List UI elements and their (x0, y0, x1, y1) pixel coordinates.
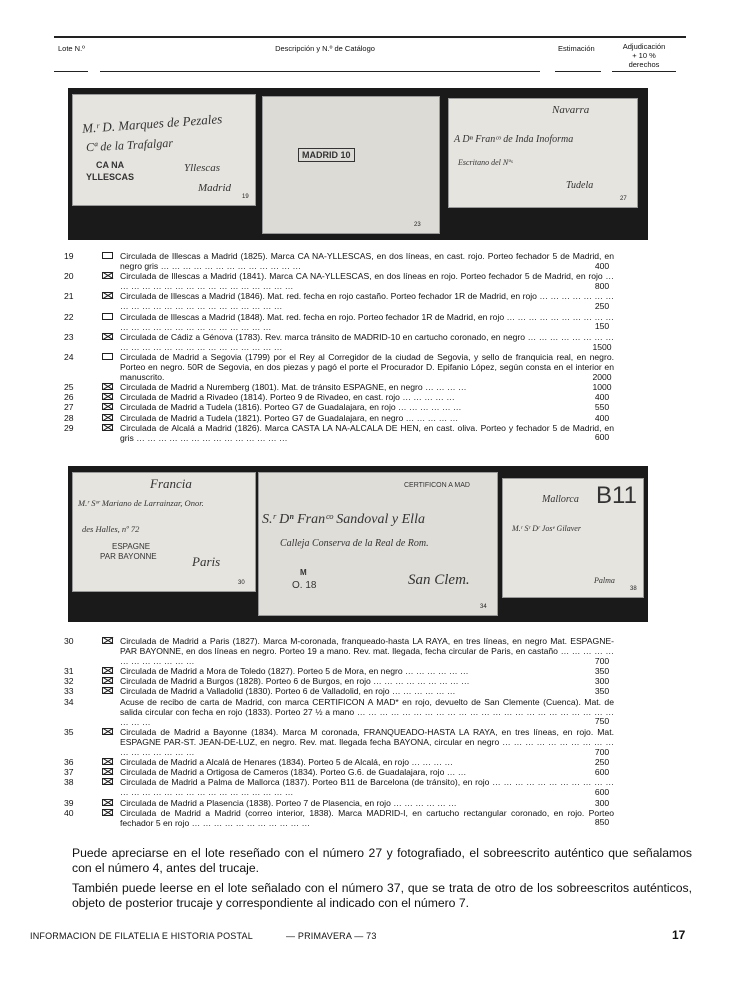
lot-description: Circulada de Madrid a Mora de Toledo (1827). Porteo 5 de Mora, en negro … … … … … … (120, 666, 469, 677)
col-head-description: Descripción y N.º de Catálogo (275, 44, 375, 53)
lot-number: 39 (64, 797, 74, 808)
envelope-19-stamp-line1: CA NA (96, 160, 125, 170)
lot-row (54, 686, 614, 696)
lot-estimate: 800 (594, 281, 610, 292)
lot-estimate: 700 (594, 655, 610, 666)
crossed-checkbox-icon (102, 403, 113, 410)
lot-description: Circulada de Madrid a Nuremberg (1801). Mat. de tránsito ESPAGNE, en negro … … … … (120, 382, 467, 393)
envelope-19-address-4: Madrid (198, 182, 231, 194)
lot-number: 22 (64, 311, 74, 322)
crossed-checkbox-icon (102, 778, 113, 785)
col-head-award: Adjudicación + 10 % derechos (622, 42, 666, 69)
envelope-34 (258, 472, 498, 616)
lot-row (54, 291, 614, 311)
lot-estimate: 250 (594, 301, 610, 312)
envelope-30-address-1: M.ʳ Sᵒʳ Mariano de Larrainzar, Onor. (78, 498, 204, 508)
lot-estimate: 400 (594, 412, 610, 423)
envelope-23 (262, 96, 440, 234)
lot-row (54, 808, 614, 828)
envelope-27-region: Navarra (552, 104, 590, 116)
lot-row (54, 312, 614, 332)
lot-list-1 (54, 251, 614, 443)
crossed-checkbox-icon (102, 758, 113, 765)
lot-description: Circulada de Madrid a Segovia (1799) por el Rey al Corregidor de la ciudad de Segovia, y sello de franquicia real, en negro. Porteo en negro. 50R de Segovia, en dos piezas y pagó el porte el Procurador D. Epifanio López, según consta en el interior en manuscrito. (120, 351, 614, 383)
lot-number: 36 (64, 757, 74, 768)
envelope-19-address-3: Yllescas (184, 162, 221, 174)
lot-number: 23 (64, 331, 74, 342)
col-rule-estimate (555, 71, 601, 72)
lot-description: Circulada de Madrid a Tudela (1821). Porteo G7 de Guadalajara, en negro … … … … … (120, 412, 459, 423)
lot-description: Circulada de Madrid a Plasencia (1838). Porteo 7 de Plasencia, en rojo … … … … … … (120, 797, 457, 808)
envelope-34-stamp-certificon: CERTIFICON A MAD (404, 482, 470, 489)
lot-estimate: 400 (594, 392, 610, 403)
lot-description: Circulada de Illescas a Madrid (1848). Mat. red. fecha en rojo. Porteo fechador 1R de Madrid, en rojo … … … … … … … … … … … … … … … … … … … … … … … … (120, 311, 614, 332)
crossed-checkbox-icon (102, 333, 113, 340)
envelope-27-address-1: A Dⁿ Franᶜᵒ de Inda Inoforma (454, 134, 574, 145)
lot-number: 30 (64, 636, 74, 646)
lot-estimate: 600 (594, 767, 610, 778)
lot-row (54, 423, 614, 443)
lot-row (54, 798, 614, 808)
crossed-checkbox-icon (102, 667, 113, 674)
lot-row (54, 332, 614, 352)
lot-row (54, 382, 614, 392)
envelope-38-address-1: M.ʳ Sʳ Dʳ Josᵉ Gilaver (512, 524, 581, 533)
envelope-23-stamp: MADRID 10 (298, 148, 355, 162)
envelope-34-number: 34 (480, 604, 487, 610)
lot-number: 33 (64, 686, 74, 697)
lot-estimate: 550 (594, 402, 610, 413)
envelope-19-number: 19 (242, 194, 249, 200)
lot-number: 37 (64, 767, 74, 778)
lot-estimate: 300 (594, 797, 610, 808)
lot-estimate: 350 (594, 686, 610, 697)
lot-number: 35 (64, 726, 74, 737)
lot-row (54, 697, 614, 727)
lot-estimate: 750 (594, 716, 610, 727)
lot-list-2 (54, 636, 614, 828)
envelope-38-region: Mallorca (542, 494, 579, 505)
lot-row (54, 636, 614, 666)
lot-description: Circulada de Madrid a Palma de Mallorca (1837). Porteo B11 de Barcelona (de tránsito), en rojo … … … … … … … … … … … … … … … … … … … … … … … … … … … (120, 777, 614, 798)
lot-estimate: 1000 (592, 382, 612, 393)
lot-description: Circulada de Illescas a Madrid (1846). Mat. red. fecha en rojo castaño. Porteo fechador 1R de Madrid, en rojo … … … … … … … … … … … … … … … … … … … … … … (120, 291, 614, 312)
lot-description: Circulada de Madrid a Valladolid (1830). Porteo 6 de Valladolid, en rojo … … … … … … (120, 686, 456, 697)
envelope-19-address-1: M.ʳ D. Marques de Pezales (81, 111, 223, 136)
col-head-estimate: Estimación (558, 44, 595, 53)
col-rule-award (612, 71, 676, 72)
envelope-27-address-2: Escritano del Nºˢ (458, 158, 513, 167)
lot-row (54, 757, 614, 767)
lot-row (54, 727, 614, 757)
envelope-34-address-2: Calleja Conserva de la Real de Rom. (280, 538, 429, 549)
lot-estimate: 600 (594, 787, 610, 798)
lot-description: Circulada de Madrid a Paris (1827). Marca M-coronada, franqueado-hasta LA RAYA, en tres líneas, en negro Mat. ESPAGNE-PAR BAYONNE, en dos líneas en negro. Porteo 19 a mano. Rev. mat. llegada, fecha circular de Paris, en castaño … … … … … … … … … … … … (120, 636, 614, 667)
lot-description: Circulada de Madrid a Bayonne (1834). Marca M coronada, FRANQUEADO-HASTA LA RAYA, en tres líneas, en rojo. Mat. ESPAGNE PAR-ST. JEAN-DE-LUZ, en negro. Rev. mat. llegada fecha BAYONA, circular en negro … … … … … … … … … … … … … … … … … (120, 726, 614, 758)
envelope-38-stamp: B11 (596, 482, 637, 509)
lot-row (54, 413, 614, 423)
envelope-30-country: Francia (150, 476, 192, 491)
footer-publication: INFORMACION DE FILATELIA E HISTORIA POSTAL (30, 931, 253, 941)
envelope-23-number: 23 (414, 222, 421, 228)
lot-number: 24 (64, 351, 74, 362)
col-rule-description (100, 71, 540, 72)
lot-description: Acuse de recibo de carta de Madrid, con marca CERTIFICON A MAD* en rojo, devuelto de San Clemente (Cuenca). Mat. de salida circular con fecha en rojo (1833). Porteo 27 ½ a mano … … … … … … … … … … … … … … … … … … … … … … … … … … (120, 696, 614, 727)
lot-estimate: 600 (594, 432, 610, 443)
lot-row (54, 777, 614, 797)
envelope-30-stamp-line1: ESPAGNE (112, 542, 151, 551)
lot-description: Circulada de Madrid a Rivadeo (1814). Porteo 9 de Rivadeo, en cast. rojo … … … … … (120, 392, 455, 403)
empty-checkbox-icon (102, 353, 113, 360)
envelope-19-stamp-line2: YLLESCAS (86, 172, 135, 182)
lot-estimate: 150 (594, 321, 610, 332)
top-rule (54, 36, 686, 38)
lot-estimate: 350 (594, 666, 610, 677)
body-paragraph-2: También puede leerse en el lote señalado con el número 37, que se trata de otro de los sobreescritos auténticos, objeto de posterior trucaje y correspondiente al indicado con el número 7. (72, 881, 692, 910)
lot-description: Circulada de Madrid a Tudela (1816). Porteo G7 de Guadalajara, en rojo … … … … … … (120, 402, 462, 413)
envelope-34-address-3: San Clem. (408, 572, 470, 588)
lot-description: Circulada de Illescas a Madrid (1841). Marca CA NA-YLLESCAS, en dos líneas en rojo. Porteo fechador 5 de Madrid, en rojo … … … … … … … … … … … … … … … … … (120, 271, 614, 292)
lot-row (54, 352, 614, 382)
lot-estimate: 700 (594, 746, 610, 757)
lot-row (54, 271, 614, 291)
envelope-38-address-2: Palma (594, 576, 615, 585)
lot-description: Circulada de Madrid a Alcalá de Henares (1834). Porteo 5 de Alcalá, en rojo … … … … (120, 757, 453, 768)
envelope-30-address-2: des Halles, nº 72 (82, 524, 140, 534)
lot-number: 26 (64, 392, 74, 403)
lot-estimate: 300 (594, 676, 610, 687)
crossed-checkbox-icon (102, 677, 113, 684)
lot-row (54, 402, 614, 412)
lot-description: Circulada de Illescas a Madrid (1825). Marca CA NA-YLLESCAS, en dos líneas, en cast. rojo. Porteo fechador 5 de Madrid, en negro gris … … … … … … … … … … … … … (120, 251, 614, 272)
lot-estimate: 250 (594, 757, 610, 768)
lot-number: 32 (64, 676, 74, 687)
envelope-34-address-1: S.ʳ Dⁿ Franᶜᵒ Sandoval y Ella (262, 512, 425, 527)
lot-description: Circulada de Cádiz a Génova (1783). Rev. marca tránsito de MADRID-10 en cartucho coronado, en negro … … … … … … … … … … … … … … … … … … … … … … … (120, 331, 614, 352)
crossed-checkbox-icon (102, 768, 113, 775)
lot-number: 31 (64, 666, 74, 677)
lot-number: 20 (64, 271, 74, 282)
lot-estimate: 850 (594, 817, 610, 828)
lot-number: 28 (64, 412, 74, 423)
footer-season: — PRIMAVERA — 73 (286, 931, 377, 941)
lot-row (54, 666, 614, 676)
crossed-checkbox-icon (102, 728, 113, 735)
envelope-38-number: 38 (630, 586, 637, 592)
lot-description: Circulada de Madrid a Burgos (1828). Porteo 6 de Burgos, en rojo … … … … … … … … … (120, 676, 470, 687)
lot-number: 21 (64, 291, 74, 302)
lot-estimate: 400 (594, 260, 610, 271)
envelope-19 (72, 94, 256, 206)
crossed-checkbox-icon (102, 414, 113, 421)
envelope-30-stamp-line2: PAR BAYONNE (100, 552, 157, 561)
crossed-checkbox-icon (102, 272, 113, 279)
envelope-27 (448, 98, 638, 208)
envelope-38 (502, 478, 644, 598)
lot-number: 34 (64, 696, 74, 707)
lot-number: 25 (64, 382, 74, 393)
lot-description: Circulada de Madrid a Madrid (correo interior, 1838). Marca MADRID-I, en cartucho rectangular coronado, en rojo. Porteo fechador 5 en rojo … … … … … … … … … … … (120, 807, 614, 828)
crossed-checkbox-icon (102, 383, 113, 390)
envelope-30-number: 30 (238, 580, 245, 586)
lot-estimate: 1500 (592, 341, 612, 352)
envelope-30 (72, 472, 256, 592)
lot-row (54, 676, 614, 686)
crossed-checkbox-icon (102, 393, 113, 400)
lot-number: 40 (64, 807, 74, 818)
crossed-checkbox-icon (102, 799, 113, 806)
body-paragraph-1: Puede apreciarse en el lote reseñado con el número 27 y fotografiado, el sobreescrito auténtico que señalamos con el número 4, antes del trucaje. (72, 846, 692, 875)
crossed-checkbox-icon (102, 809, 113, 816)
envelope-34-stamp-m: M (300, 568, 307, 577)
crossed-checkbox-icon (102, 424, 113, 431)
lot-description: Circulada de Madrid a Ortigosa de Cameros (1834). Porteo G.6. de Guadalajara, rojo … … (120, 767, 467, 778)
envelope-19-address-2: Cª de la Trafalgar (85, 135, 174, 155)
lot-description: Circulada de Alcalá a Madrid (1826). Marca CASTA LA NA-ALCALA DE HEN, en cast. oliva. Porteo y fechador 5 de Madrid, en gris … … … … … … … … … … … … … … (120, 422, 614, 443)
page-number: 17 (672, 928, 686, 942)
crossed-checkbox-icon (102, 687, 113, 694)
col-rule-lot (54, 71, 88, 72)
lot-row (54, 767, 614, 777)
envelope-34-stamp-date: O. 18 (292, 580, 317, 591)
lot-number: 38 (64, 777, 74, 788)
lot-row (54, 392, 614, 402)
envelope-27-address-3: Tudela (566, 180, 594, 191)
photo-plate-2 (68, 466, 648, 622)
lot-number: 29 (64, 422, 74, 433)
col-head-lot: Lote N.º (58, 44, 85, 53)
lot-row (54, 251, 614, 271)
empty-checkbox-icon (102, 313, 113, 320)
crossed-checkbox-icon (102, 637, 113, 644)
empty-checkbox-icon (102, 252, 113, 259)
lot-number: 19 (64, 251, 74, 261)
envelope-30-address-3: Paris (192, 554, 221, 569)
crossed-checkbox-icon (102, 292, 113, 299)
lot-estimate: 2000 (592, 371, 612, 382)
photo-plate-1 (68, 88, 648, 240)
lot-number: 27 (64, 402, 74, 413)
envelope-27-number: 27 (620, 196, 627, 202)
